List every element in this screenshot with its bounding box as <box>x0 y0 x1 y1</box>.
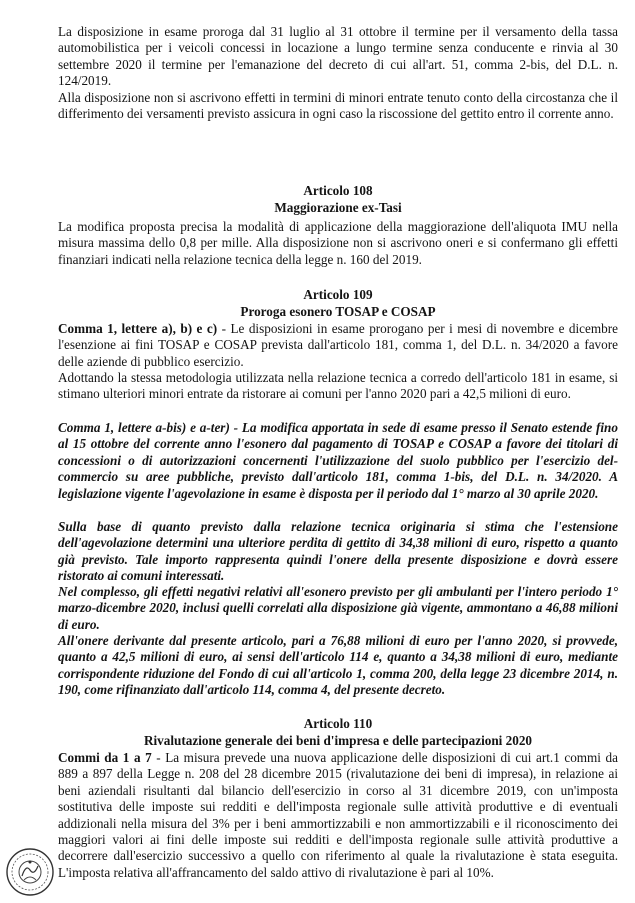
article-110-title: Articolo 110 <box>303 716 373 731</box>
article-108-title: Articolo 108 <box>303 183 373 198</box>
article-110-subtitle: Rivalutazione generale dei beni d'impresa e delle partecipazioni 2020 <box>143 733 533 748</box>
comma-text: - Le disposizioni in esame prorogano per i mesi di novembre e dicembre l'esenzione ai fini TOSAP e COSAP prevista dall'articolo 181, comma 1, del D.L. n. 34/2020 a favore delle aziende di pubblico esercizio. <box>58 321 618 369</box>
article-110-paragraph-1 <box>58 750 618 881</box>
comma-lead: Comma 1, lettere a), b) e c) <box>58 321 218 336</box>
article-109-subtitle: Proroga esonero TOSAP e COSAP <box>240 304 436 319</box>
article-109-paragraph-6: All'onere derivante dal presente articolo, pari a 76,88 milioni di euro per l'anno 2020, si provvede, quanto a 42,5 milioni di euro, ai sensi dell'articolo 114 e, quanto a 34,38 milioni di euro, mediante corrispondente riduzione del Fondo di cui all'articolo 1, comma 200, della legge 23 dicembre 2014, n. 190, come rifinanziato dall'articolo 114, comma 4, del presente decreto. <box>58 633 618 698</box>
article-108-paragraph: La modifica proposta precisa la modalità di applicazione della maggiorazione dell'aliquota IMU nella misura massima dello 0,8 per mille. Alla disposizione non si ascrivono oneri e si confermano gli effetti finanziari indicati nella relazione tecnica della legge n. 160 del 2019. <box>58 219 618 267</box>
article-109-paragraph-2: Adottando la stessa metodologia utilizzata nella relazione tecnica a corredo dell'articolo 181 in esame, si stimano ulteriori minori entrate da ristorare ai comuni per l'anno 2020 pari a 42,5 milioni di euro. <box>58 370 618 402</box>
stamp-seal-icon <box>4 846 56 898</box>
article-109-title: Articolo 109 <box>303 287 373 302</box>
commi-text: - La misura prevede una nuova applicazione delle disposizioni di cui art.1 commi da 889 a 897 della Legge n. 208 del 28 dicembre 2015 (rivalutazione dei beni di impresa), in relazione ai beni aziendali risultanti dal bilancio dell'esercizio in corso al 31 dicembre 2019, con un'imposta sostitutiva delle imposte sui redditi e dell'imposta regionale sulle attività produttive e di eventuali addizionali nella misura del 3% per i beni ammortizzabili e non ammortizzabili e il riconoscimento dei maggiori valori ai fini delle imposte sui redditi e dell'imposta regionale sulle attività produttive a decorrere dall'esercizio successivo a quello con riferimento al quale la rivalutazione è stata eseguita. L'imposta relativa all'affrancamento del saldo attivo di rivalutazione è pari al 10%. <box>58 750 618 880</box>
article-108-subtitle: Maggiorazione ex-Tasi <box>274 200 402 215</box>
article-109-paragraph-1 <box>58 321 618 370</box>
article-109-paragraph-3: Comma 1, lettere a-bis) e a-ter) - La modifica apportata in sede di esame presso il Senato estende fino al 15 ottobre del corrente anno l'esonero dal pagamento di TOSAP e COSAP a favore dei titolari di concessioni o di autorizzazioni concernenti l'utilizzazione del suolo pubblico per l'esercizio del-commercio su aree pubbliche, previsto dall'articolo 181, comma 1-bis, del D.L. n. 34/2020. A legislazione vigente l'agevolazione in esame è disposta per il periodo dal 1° marzo al 30 aprile 2020. <box>58 420 618 501</box>
article-109-paragraph-4: Sulla base di quanto previsto dalla relazione tecnica originaria si stima che l'estensione dell'agevolazione determini una ulteriore perdita di gettito di 34,38 milioni di euro, rispetto a quanto già previsto. Tale importo rappresenta quindi l'onere della presente disposizione e dovrà essere ristorato ai comuni interessati. <box>58 519 618 584</box>
commi-lead: Commi da 1 a 7 <box>58 750 152 765</box>
paragraph-no-revenue-effects: Alla disposizione non si ascrivono effetti in termini di minori entrate tenuto conto della circostanza che il differimento dei versamenti previsto assicura in ogni caso la riscossione del gettito entro il corrente anno. <box>58 90 618 122</box>
article-109-paragraph-5: Nel complesso, gli effetti negativi relativi all'esonero previsto per gli ambulanti per l'intero periodo 1° marzo-dicembre 2020, inclusi quelli correlati alla disposizione già vigente, ammontano a 46,88 milioni di euro. <box>58 584 618 632</box>
paragraph-tax-deferral: La disposizione in esame proroga dal 31 luglio al 31 ottobre il termine per il versamento della tassa automobilistica per i veicoli concessi in locazione a lungo termine senza conducente e rinvia al 30 settembre 2020 il termine per l'emanazione del decreto di cui all'art. 51, comma 2-bis, del D.L. n. 124/2019. <box>58 24 618 89</box>
